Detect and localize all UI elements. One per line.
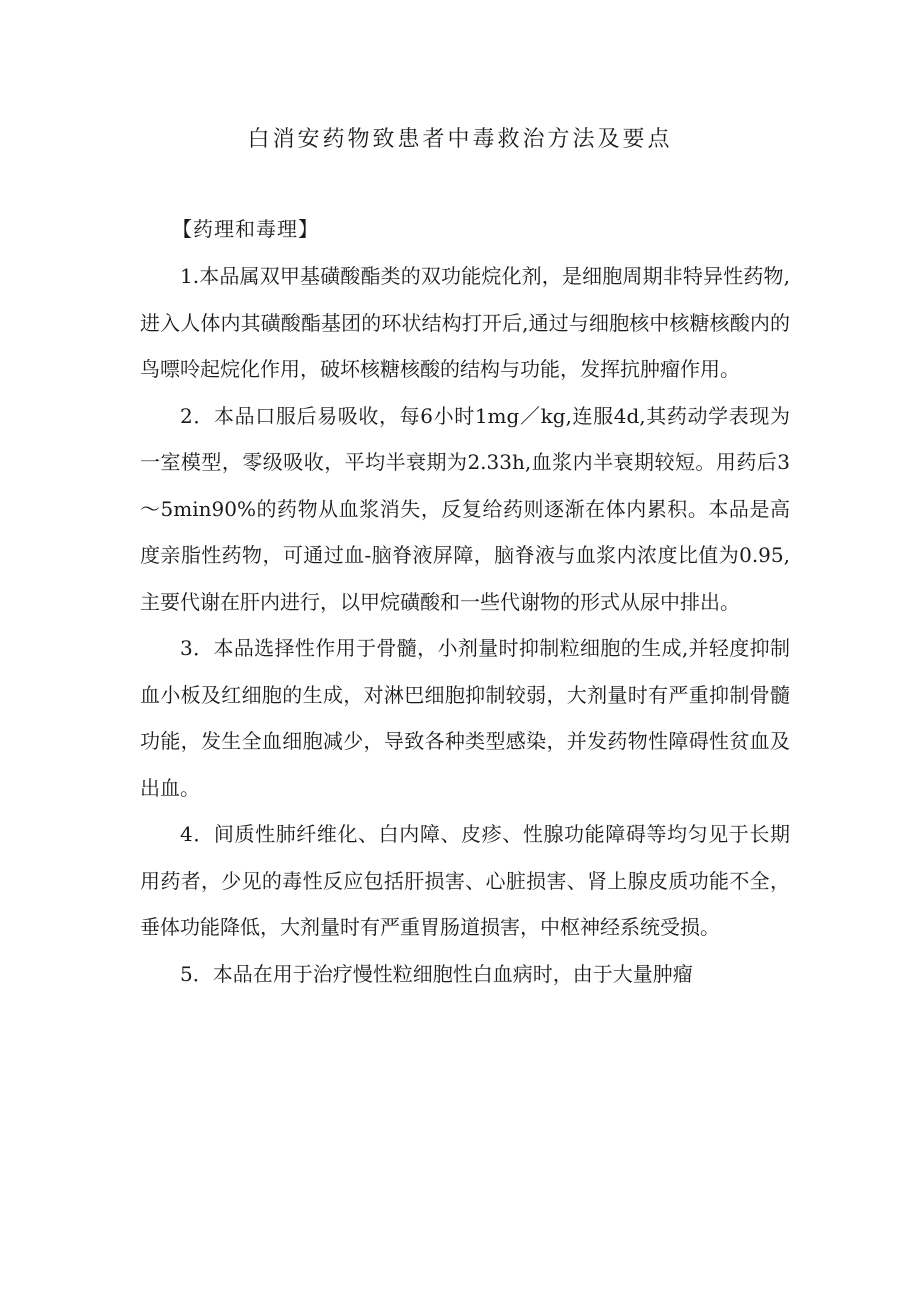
paragraph-5: 5．本品在用于治疗慢性粒细胞性白血病时，由于大量肿瘤: [180, 961, 693, 986]
section-heading: 【药理和毒理】: [172, 217, 319, 241]
paragraph-2: 2．本品口服后易吸收，每6小时1mg／kg,连服4d,其药动学表现为一室模型，零级吸收，平均半衰期为2.33h,血浆内半衰期较短。用药后3～5min90%的药物从血浆消失，反复给药则逐渐在体内累积。本品是高度亲脂性药物，可通过血-脑脊液屏障，脑脊液与血浆内浓度比值为0.95,主要代谢在肝内进行，以甲烷磺酸和一些代谢物的形式从尿中排出。: [140, 403, 790, 614]
paragraph-4: 4．间质性肺纤维化、白内障、皮疹、性腺功能障碍等均匀见于长期用药者，少见的毒性反应包括肝损害、心脏损害、肾上腺皮质功能不全，垂体功能降低，大剂量时有严重胃肠道损害，中枢神经系统受损。: [140, 822, 790, 939]
paragraph-3: 3．本品选择性作用于骨髓，小剂量时抑制粒细胞的生成,并轻度抑制血小板及红细胞的生成，对淋巴细胞抑制较弱，大剂量时有严重抑制骨髓功能，发生全血细胞减少，导致各种类型感染，并发药物性障碍性贫血及出血。: [140, 636, 790, 800]
paragraph-1: 1.本品属双甲基磺酸酯类的双功能烷化剂，是细胞周期非特异性药物,进入人体内其磺酸酯基团的环状结构打开后,通过与细胞核中核糖核酸内的鸟嘌呤起烷化作用，破坏核糖核酸的结构与功能，发挥抗肿瘤作用。: [140, 264, 790, 381]
page-title: 白消安药物致患者中毒救治方法及要点: [247, 127, 673, 152]
document-body: [140, 253, 790, 997]
